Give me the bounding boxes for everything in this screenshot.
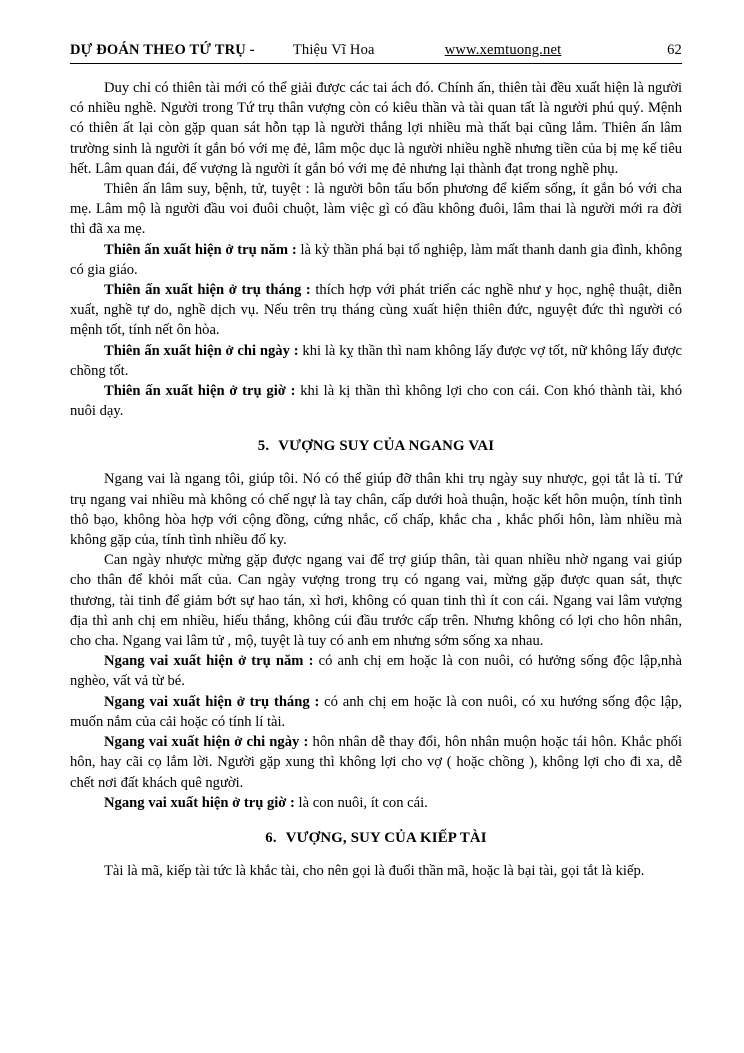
paragraph-6 <box>70 381 682 421</box>
paragraph-9-lead: Ngang vai xuất hiện ở trụ năm : <box>104 653 314 670</box>
paragraph-5-lead: Thiên ấn xuất hiện ở chi ngày : <box>104 342 299 359</box>
paragraph-11-text: hôn nhân dễ thay đổi, hôn nhân muộn hoặc tái hôn. Khắc phối hôn, hay cãi cọ lắm lời. Người gặp xung thì không lợi cho vợ ( hoặc chồng ), không lợi cho đi xa, dễ chết nơi đất khách quê người. <box>70 734 683 791</box>
paragraph-4-text: thích hợp với phát triển các nghề như y học, nghệ thuật, diễn xuất, nghề tự do, nghề dịch vụ. Nếu trên trụ tháng cùng xuất hiện thiên đức, nguyệt đức thì người có mệnh tốt, tính nết ôn hòa. <box>70 282 682 339</box>
paragraph-2: Thiên ấn lâm suy, bệnh, tử, tuyệt : là người bôn tẩu bốn phương để kiếm sống, ít gắn bó với cha mẹ. Lâm mộ là người đầu voi đuôi chuột, làm việc gì có đầu không đuôi, lâm thai là người mới ra đời thì đã xa mẹ. <box>70 181 682 238</box>
paragraph-3 <box>70 240 682 280</box>
section-heading-5 <box>70 438 682 455</box>
paragraph-5 <box>70 341 682 381</box>
paragraph-12-lead: Ngang vai xuất hiện ở trụ giờ : <box>104 794 295 811</box>
section-6-number: 6. <box>265 829 277 846</box>
section-5-number: 5. <box>257 438 270 455</box>
section-heading-6 <box>70 830 682 847</box>
paragraph-9-text: có anh chị em hoặc là con nuôi, có hưởng sống độc lập,nhà nghèo, vất vả từ bé. <box>70 653 682 690</box>
paragraph-8: Can ngày nhược mừng gặp được ngang vai để trợ giúp thân, tài quan nhiều nhờ ngang vai giúp cho thân để khỏi mất của. Can ngày vượng trong trụ có ngang vai, mừng gặp được quan sát, thực thương, tài tinh để giảm bớt sự hao tán, xì hơi, không có quan tinh thì ít con cái. Ngang vai lâm vượng địa thì anh chị em nhiều, hiếu thắng, không cúi đầu trước cấp trên. Nhưng không có lợi cho hôn nhân, cho cha. Ngang vai lâm tử , mộ, tuyệt là tuy có anh em nhưng sớm sống xa nhau. <box>70 552 682 650</box>
website-url[interactable]: www.xemtuong.net <box>444 42 562 58</box>
paragraph-10-lead: Ngang vai xuất hiện ở trụ tháng : <box>104 693 320 710</box>
paragraph-10 <box>70 692 682 732</box>
paragraph-11 <box>70 732 682 793</box>
paragraph-1: Duy chỉ có thiên tài mới có thể giải được các tai ách đó. Chính ấn, thiên tài đều xuất hiện là người có nhiều nghề. Người trong Tứ trụ thân vượng còn có kiêu thần và tài quan tất là người phú quý. Mệnh có thiên ất lại còn gặp quan sát hỗn tạp là người thắng lợi nhiều mà thất bại cũng lắm. Thiên ấn lâm trường sinh là người ít gắn bó với mẹ đẻ, lâm mộc dục là người nhiều nghề nhưng tiền của bị mẹ kế tiêu hết. Lâm quan đái, đế vượng là người ít gắn bó với mẹ đẻ nhưng lại thành đạt trong nghề phụ. <box>70 80 682 177</box>
paragraph-10-text: có anh chị em hoặc là con nuôi, có xu hướng sống độc lập, muốn nắm của cải hoặc có tính lí tài. <box>70 693 682 730</box>
paragraph-13: Tài là mã, kiếp tài tức là khắc tài, cho nên gọi là đuổi thần mã, hoặc là bại tài, gọi tắt là kiếp. <box>104 862 645 879</box>
section-6-title: VƯỢNG, SUY CỦA KIẾP TÀI <box>285 829 487 846</box>
author-name: Thiệu Vĩ Hoa <box>292 42 375 58</box>
paragraph-4-lead: Thiên ấn xuất hiện ở trụ tháng : <box>104 282 311 299</box>
paragraph-5-text: khi là kỵ thần thì nam không lấy được vợ tốt, nữ không lấy được chồng tốt. <box>70 342 682 379</box>
paragraph-9 <box>70 651 682 691</box>
paragraph-7: Ngang vai là ngang tôi, giúp tôi. Nó có thể giúp đỡ thân khi trụ ngày suy nhược, gọi tắt là tỉ. Tứ trụ ngang vai nhiều mà không có chế ngự là tay chân, cấp dưới hoà thuận, hoặc kết hôn muộn, tính tình thô bạo, không hòa hợp với cộng đồng, cứng nhắc, cố chấp, khắc cha , khắc phối hôn, làm nhiều mà không gặp của, tính tình nhiều đố ky. <box>70 471 682 549</box>
paragraph-11-lead: Ngang vai xuất hiện ở chi ngày : <box>104 734 309 751</box>
paragraph-6-lead: Thiên ấn xuất hiện ở trụ giờ : <box>104 383 296 400</box>
paragraph-4 <box>70 280 682 341</box>
book-title: DỰ ĐOÁN THEO TỨ TRỤ - <box>70 42 255 58</box>
page-number: 62 <box>667 42 682 58</box>
section-5-title: VƯỢNG SUY CỦA NGANG VAI <box>278 438 495 455</box>
paragraph-12-text: là con nuôi, ít con cái. <box>294 794 428 811</box>
paragraph-3-text: là kỳ thần phá bại tổ nghiệp, làm mất thanh danh gia đình, không có gia giáo. <box>70 241 683 278</box>
paragraph-12 <box>70 793 682 813</box>
paragraph-6-text: khi là kị thần thì không lợi cho con cái. Con khó thành tài, khó nuôi dạy. <box>70 383 682 420</box>
page-header <box>70 42 682 64</box>
paragraph-3-lead: Thiên ấn xuất hiện ở trụ năm : <box>104 241 297 258</box>
